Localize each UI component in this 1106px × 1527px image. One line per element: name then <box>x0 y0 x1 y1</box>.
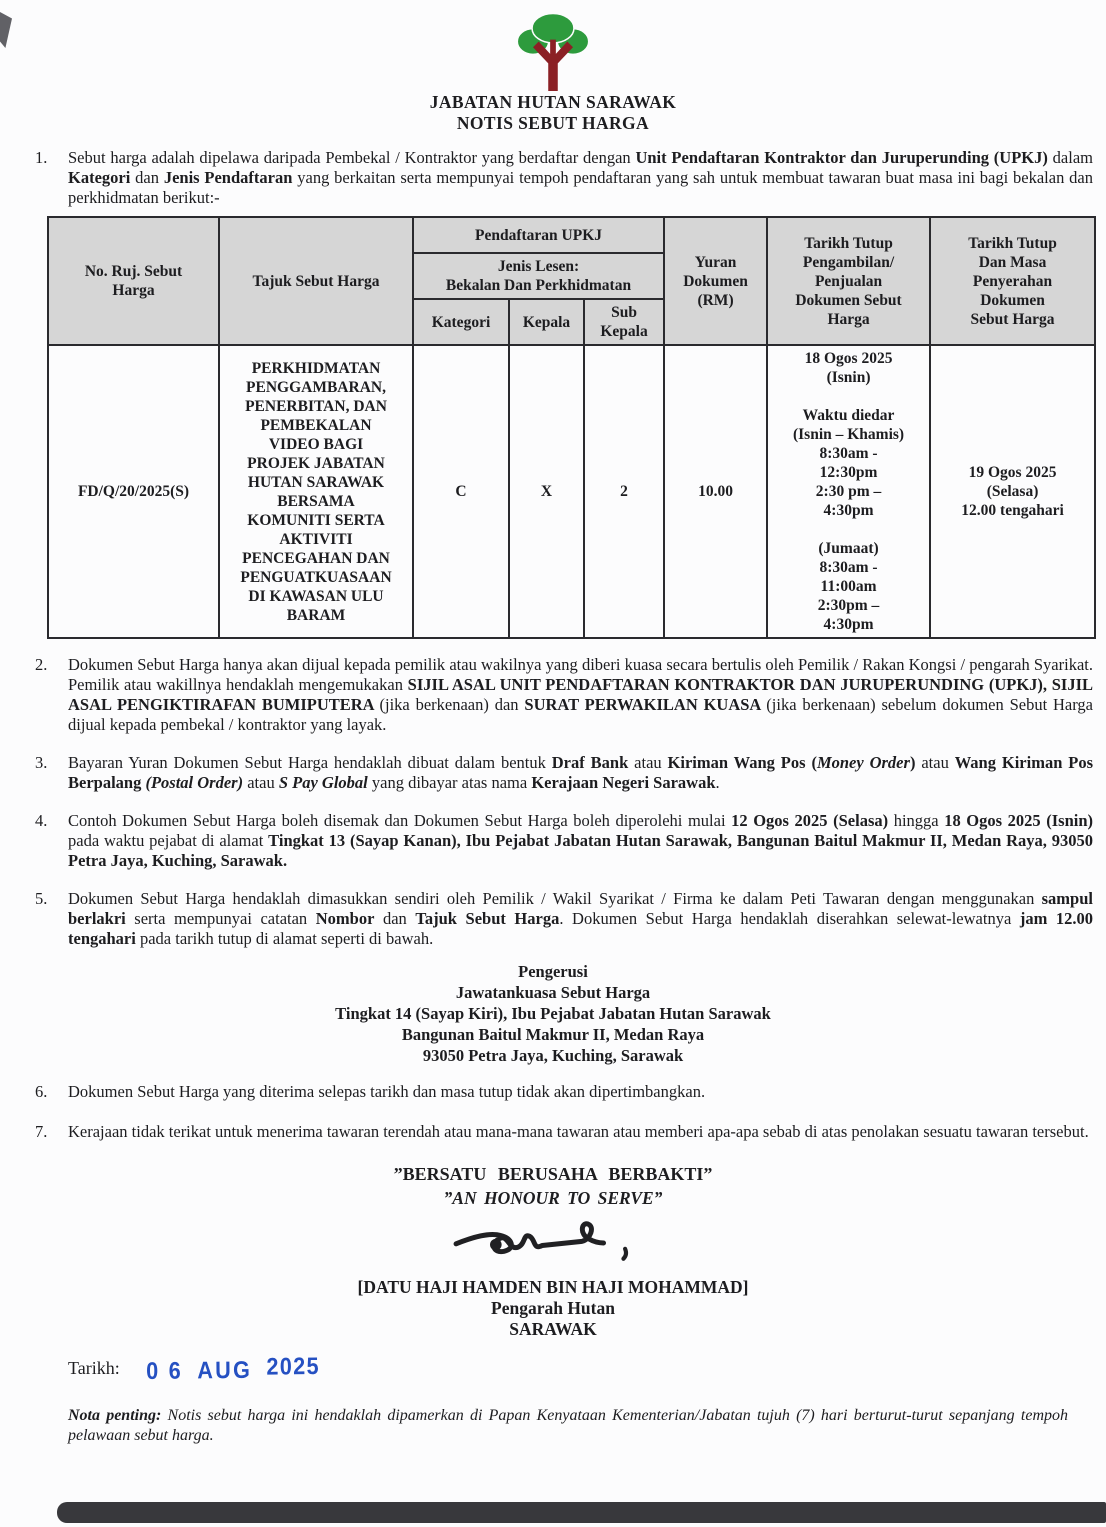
cell-tarikh-tutup-penjualan: 18 Ogos 2025 (Isnin) Waktu diedar (Isnin – Khamis) 8:30am - 12:30pm 2:30 pm – 4:30pm (Jumaat) 8:30am - 11:00am 2:30pm – 4:30pm <box>767 345 930 638</box>
cell-tajuk: PERKHIDMATAN PENGGAMBARAN, PENERBITAN, DAN PEMBEKALAN VIDEO BAGI PROJEK JABATAN HUTAN SARAWAK BERSAMA KOMUNITI SERTA AKTIVITI PENCEGAHAN DAN PENGUATKUASAAN DI KAWASAN ULU BARAM <box>219 345 413 638</box>
document-header <box>0 0 1106 134</box>
signature-scrawl-icon <box>0 1214 1106 1277</box>
item-3-text: Bayaran Yuran Dokumen Sebut Harga hendaklah dibuat dalam bentuk Draf Bank atau Kiriman Wang Pos (Money Order) atau Wang Kiriman Pos Berpalang (Postal Order) atau S Pay Global yang dibayar atas nama Kerajaan Negeri Sarawak. <box>68 753 1094 792</box>
date-stamp <box>145 1352 320 1386</box>
notice-item-4 <box>35 811 1093 871</box>
motto-block <box>0 1162 1106 1210</box>
th-yuran-dokumen: Yuran Dokumen (RM) <box>664 217 767 345</box>
cell-yuran: 10.00 <box>664 345 767 638</box>
item-1-text: Sebut harga adalah dipelawa daripada Pembekal / Kontraktor yang berdaftar dengan Unit Pendaftaran Kontraktor dan Juruperunding (UPKJ) dalam Kategori dan Jenis Pendaftaran yang berkaitan serta mempunyai tempoh pendaftaran yang sah untuk membuat tawaran buat masa ini bagi bekalan dan perkhidmatan berikut:- <box>68 148 1093 207</box>
tender-table <box>47 216 1096 639</box>
notice-item-5 <box>35 889 1093 949</box>
date-line <box>68 1352 1106 1386</box>
item-2-number: 2. <box>35 655 48 674</box>
item-2-text: Dokumen Sebut Harga hanya akan dijual kepada pemilik atau wakilnya yang diberi kuasa secara bertulis oleh Pemilik / Rakan Kongsi / pengarah Syarikat. Pemilik atau wakillnya hendaklah mengemukakan SIJIL ASAL UNIT PENDAFTARAN KONTRAKTOR DAN JURUPERUNDING (UPKJ), SIJIL ASAL PENGIKTIRAFAN BUMIPUTERA (jika berkenaan) dan SURAT PERWAKILAN KUASA (jika berkenaan) sebelum dokumen Sebut Harga dijual kepada pembekal / kontraktor yang layak. <box>68 655 1094 734</box>
th-tarikh-tutup-penjualan: Tarikh Tutup Pengambilan/ Penjualan Dokumen Sebut Harga <box>767 217 930 345</box>
signatory-name: [DATU HAJI HAMDEN BIN HAJI MOHAMMAD] <box>357 1277 749 1297</box>
item-7-number: 7. <box>35 1122 48 1141</box>
item-4-number: 4. <box>35 811 48 830</box>
th-kepala: Kepala <box>509 299 584 345</box>
important-note <box>68 1406 1068 1446</box>
important-note-label: Nota penting: <box>68 1407 162 1424</box>
table-row <box>48 345 1095 638</box>
th-sub-kepala: Sub Kepala <box>584 299 664 345</box>
date-stamp-month: AUG <box>196 1356 252 1385</box>
signatory-title: Pengarah Hutan <box>491 1298 615 1318</box>
th-tarikh-tutup-penyerahan: Tarikh Tutup Dan Masa Penyerahan Dokumen Sebut Harga <box>930 217 1095 345</box>
cell-no-ruj: FD/Q/20/2025(S) <box>48 345 219 638</box>
important-note-text: Notis sebut harga ini hendaklah dipamerkan di Papan Kenyataan Kementerian/Jabatan tujuh (7) hari berturut-turut sepanjang tempoh pelawaan sebut harga. <box>68 1407 1068 1444</box>
item-5-number: 5. <box>35 889 48 908</box>
submission-address-block: Pengerusi Jawatankuasa Sebut Harga Tingkat 14 (Sayap Kiri), Ibu Pejabat Jabatan Hutan Sarawak Bangunan Baitul Makmur II, Medan Raya 93050 Petra Jaya, Kuching, Sarawak <box>335 962 771 1065</box>
cell-kategori: C <box>413 345 509 638</box>
item-3-number: 3. <box>35 753 48 772</box>
item-6-number: 6. <box>35 1082 48 1101</box>
item-5-text: Dokumen Sebut Harga hendaklah dimasukkan sendiri oleh Pemilik / Wakil Syarikat / Firma ke dalam Peti Tawaran dengan menggunakan sampul berlakri serta mempunyai catatan Nombor dan Tajuk Sebut Harga. Dokumen Sebut Harga hendaklah diserahkan selewat-lewatnya jam 12.00 tengahari pada tarikh tutup di alamat seperti di bawah. <box>68 889 1094 948</box>
date-stamp-year: 2025 <box>266 1352 320 1381</box>
scan-shadow-bar <box>57 1502 1106 1523</box>
cell-tarikh-tutup-penyerahan: 19 Ogos 2025 (Selasa) 12.00 tengahari <box>930 345 1095 638</box>
date-stamp-day: 0 6 <box>145 1357 183 1385</box>
th-group-jenis-lesen: Jenis Lesen: Bekalan Dan Perkhidmatan <box>413 253 664 299</box>
item-7-text: Kerajaan tidak terikat untuk menerima tawaran terendah atau mana-mana tawaran atau memberi apa-apa sebab di atas penolakan sesuatu tawaran tersebut. <box>68 1122 1089 1141</box>
th-group-pendaftaran-upkj: Pendaftaran UPKJ <box>413 217 664 253</box>
notice-item-7 <box>35 1122 1093 1142</box>
tree-logo-icon <box>0 12 1106 92</box>
notice-item-3 <box>35 753 1093 793</box>
notice-title: NOTIS SEBUT HARGA <box>456 113 650 133</box>
notice-item-1 <box>35 148 1093 208</box>
th-kategori: Kategori <box>413 299 509 345</box>
signatory-block <box>0 1277 1106 1340</box>
th-no-ruj: No. Ruj. Sebut Harga <box>48 217 219 345</box>
signatory-org: SARAWAK <box>509 1319 597 1339</box>
motto-line-malay: ”BERSATU BERUSAHA BERBAKTI” <box>393 1164 713 1184</box>
date-label: Tarikh: <box>68 1358 120 1378</box>
cell-kepala: X <box>509 345 584 638</box>
cell-sub-kepala: 2 <box>584 345 664 638</box>
notice-item-2 <box>35 655 1093 735</box>
th-tajuk: Tajuk Sebut Harga <box>219 217 413 345</box>
item-4-text: Contoh Dokumen Sebut Harga boleh disemak dan Dokumen Sebut Harga boleh diperolehi mulai 12 Ogos 2025 (Selasa) hingga 18 Ogos 2025 (Isnin) pada waktu pejabat di alamat Tingkat 13 (Sayap Kanan), Ibu Pejabat Jabatan Hutan Sarawak, Bangunan Baitul Makmur II, Medan Raya, 93050 Petra Jaya, Kuching, Sarawak. <box>68 811 1094 870</box>
item-6-text: Dokumen Sebut Harga yang diterima selepas tarikh dan masa tutup tidak akan dipertimbangkan. <box>68 1082 706 1101</box>
motto-line-english: ”AN HONOUR TO SERVE” <box>443 1188 663 1208</box>
item-1-number: 1. <box>35 148 48 167</box>
org-name: JABATAN HUTAN SARAWAK <box>429 92 677 112</box>
notice-item-6 <box>35 1082 1093 1102</box>
